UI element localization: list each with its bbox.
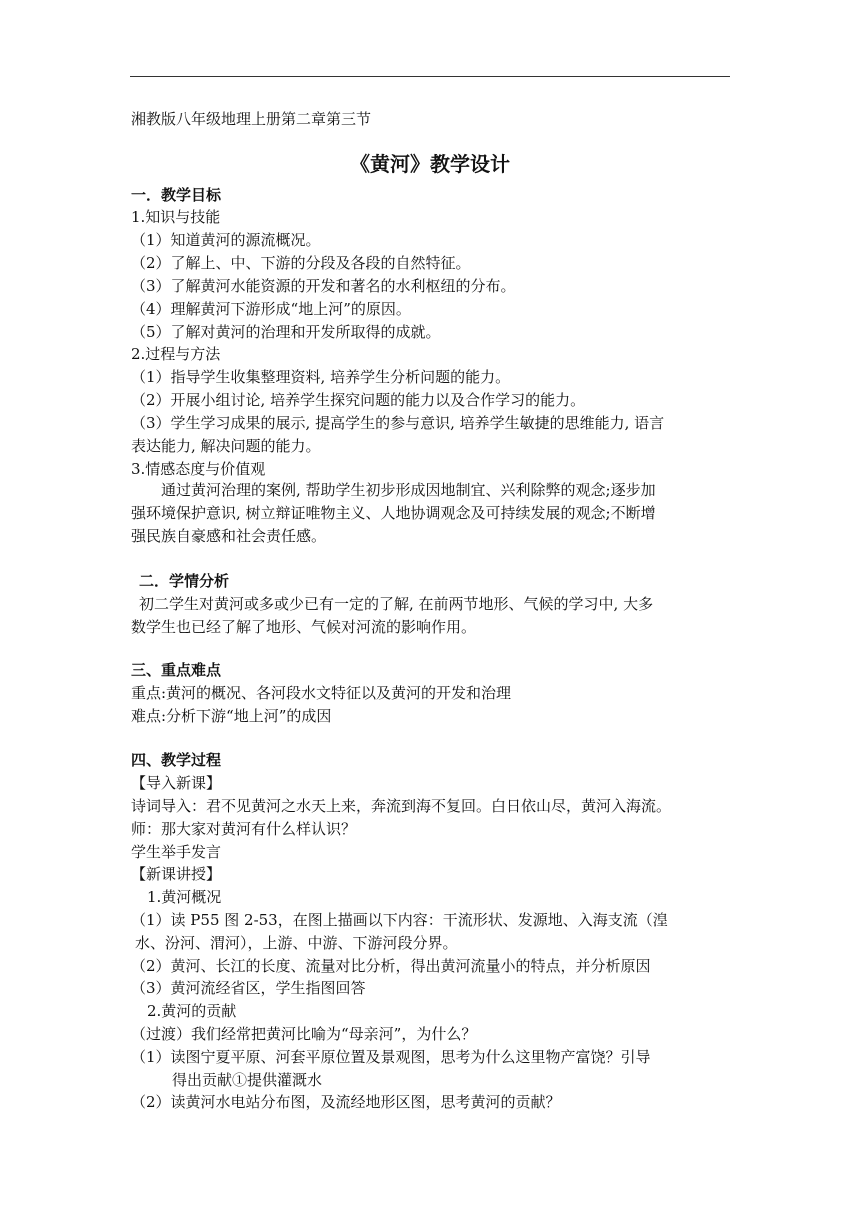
text-line: （2）读黄河水电站分布图，及流经地形区图，思考黄河的贡献？ [131, 1093, 561, 1111]
text-line: （1）指导学生收集整理资料, 培养学生分析问题的能力。 [131, 368, 511, 386]
text-line: 强环境保护意识, 树立辩证唯物主义、人地协调观念及可持续发展的观念;不断增 [131, 504, 656, 522]
text-line: 表达能力, 解决问题的能力。 [131, 437, 321, 455]
text-line: 得出贡献①提供灌溉水 [172, 1071, 323, 1089]
text-line: 初二学生对黄河或多或少已有一定的了解, 在前两节地形、气候的学习中, 大多 [139, 595, 654, 613]
text-line: （过渡）我们经常把黄河比喻为“母亲河”，为什么？ [131, 1025, 477, 1043]
section-heading: 一．教学目标 [131, 186, 222, 204]
subsection-heading: 2.黄河的贡献 [147, 1002, 237, 1020]
text-line: （5）了解对黄河的治理和开发所取得的成就。 [131, 323, 441, 341]
text-line: （2）黄河、长江的长度、流量对比分析，得出黄河流量小的特点，并分析原因 [131, 957, 651, 975]
text-line: 诗词导入：君不见黄河之水天上来，奔流到海不复回。白日依山尽，黄河入海流。 [131, 797, 672, 815]
text-line: （1）读 P55 图 2-53，在图上描画以下内容：干流形状、发源地、入海支流（湟 [131, 911, 668, 929]
section-heading: 四、教学过程 [131, 751, 222, 769]
text-line: 数学生也已经了解了地形、气候对河流的影响作用。 [131, 618, 477, 636]
text-line: （3）了解黄河水能资源的开发和著名的水利枢纽的分布。 [131, 277, 516, 295]
text-line: （2）开展小组讨论, 培养学生探究问题的能力以及合作学习的能力。 [131, 391, 586, 409]
doc-subtitle: 湘教版八年级地理上册第二章第三节 [131, 110, 372, 128]
subsection-heading: 1.黄河概况 [147, 888, 222, 906]
text-line: 重点:黄河的概况、各河段水文特征以及黄河的开发和治理 [131, 684, 512, 702]
text-line: （2）了解上、中、下游的分段及各段的自然特征。 [131, 254, 471, 272]
text-line: 水、汾河、渭河），上游、中游、下游河段分界。 [135, 934, 458, 952]
text-line: （3）黄河流经省区，学生指图回答 [131, 979, 366, 997]
text-line: 师：那大家对黄河有什么样认识？ [131, 820, 357, 838]
text-line: （4）理解黄河下游形成“地上河”的原因。 [131, 300, 411, 318]
subsection-heading: 2.过程与方法 [131, 345, 221, 363]
text-line: （1）读图宁夏平原、河套平原位置及景观图，思考为什么这里物产富饶？引导 [131, 1048, 651, 1066]
section-heading: 二．学情分析 [139, 572, 230, 590]
doc-title: 《黄河》教学设计 [350, 152, 510, 176]
subsection-heading: 1.知识与技能 [131, 208, 221, 226]
header-rule [130, 76, 730, 77]
text-line: 【导入新课】 [131, 774, 222, 792]
text-line: 难点:分析下游“地上河”的成因 [131, 707, 332, 725]
subsection-heading: 3.情感态度与价值观 [131, 460, 266, 478]
text-line: 学生举手发言 [131, 843, 222, 861]
text-line: （1）知道黄河的源流概况。 [131, 231, 321, 249]
text-line: 【新课讲授】 [131, 865, 222, 883]
text-line: 通过黄河治理的案例, 帮助学生初步形成因地制宜、兴利除弊的观念;逐步加 [161, 481, 656, 499]
section-heading: 三、重点难点 [131, 661, 222, 679]
text-line: 强民族自豪感和社会责任感。 [131, 527, 327, 545]
text-line: （3）学生学习成果的展示, 提高学生的参与意识, 培养学生敏捷的思维能力, 语言 [131, 414, 665, 432]
